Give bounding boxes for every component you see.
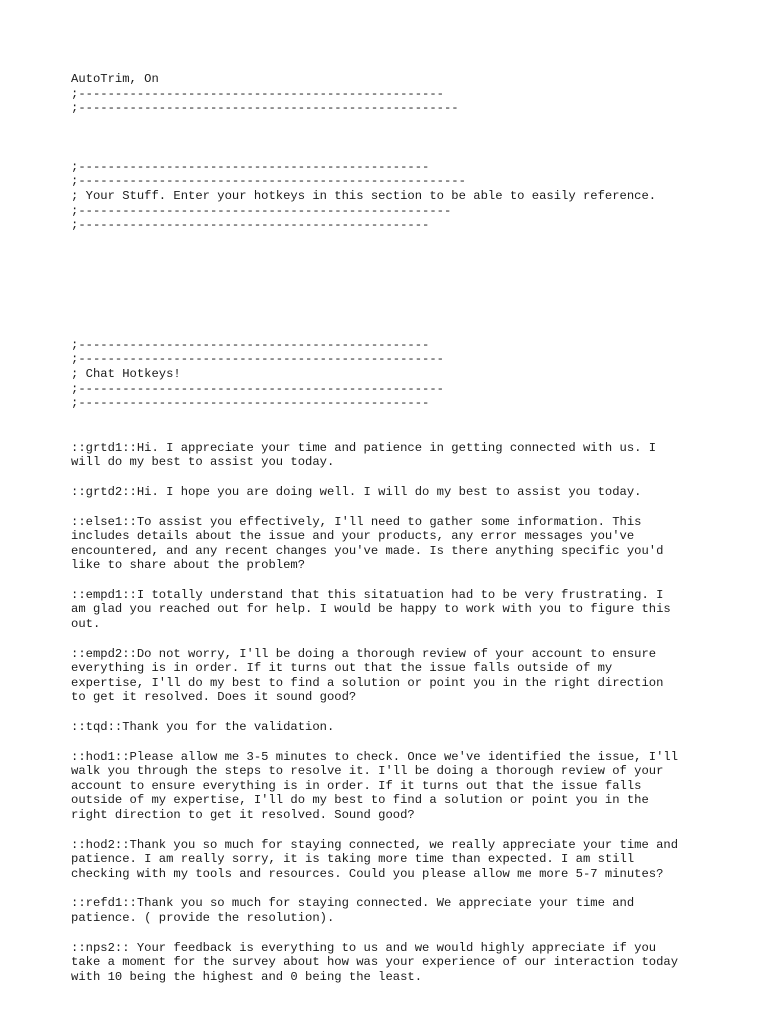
hotstring-grtd1: ::grtd1::Hi. I appreciate your time and patience in getting connected with us. I will do my best to assist you today. — [71, 440, 657, 470]
blank-gap — [71, 233, 711, 338]
hotstring-hod1: ::hod1::Please allow me 3-5 minutes to check. Once we've identified the issue, I'll walk you through the steps to resolve it. I'll be doing a thorough review of your account to ensure everything is in order. If it turns out that the issue falls outside of my expertise, I'll do my best to find a solution or point you in the right direction to get it resolved. Sound good? — [71, 749, 679, 822]
chat-hotkeys-comment: ; Chat Hotkeys! — [71, 366, 181, 381]
separator-line: ;----------------------------------------------------- — [71, 174, 466, 189]
separator-line: ;-------------------------------------------------- — [71, 381, 444, 396]
hotstring-empd2: ::empd2::Do not worry, I'll be doing a thorough review of your account to ensure everything is in order. If it turns out that the issue falls outside of my expertise, I'll do my best to find a solution or point you in the right direction to get it resolved. Does it sound good? — [71, 646, 664, 705]
hotstring-refd1: ::refd1::Thank you so much for staying connected. We appreciate your time and patience. ( provide the resolution). — [71, 896, 635, 925]
hotstring-empd1: ::empd1::I totally understand that this sitatuation had to be very frustrating. I am glad you reached out for help. I would be happy to work with you to figure this out. — [71, 587, 671, 632]
separator-line: ;---------------------------------------------------- — [71, 101, 459, 116]
hotstring-nps2: ::nps2:: Your feedback is everything to us and we would highly appreciate if you take a moment for the survey about how was your experience of our interaction today with 10 being the highest and 0 being the least. — [71, 940, 679, 984]
separator-line: ;-------------------------------------------------- — [71, 352, 444, 367]
blank-gap — [71, 411, 711, 441]
hotstring-grtd2: ::grtd2::Hi. I hope you are doing well. I will do my best to assist you today. — [71, 484, 642, 499]
hotstring-else1: ::else1::To assist you effectively, I'll need to gather some information. This includes details about the issue and your products, any error messages you've encountered, and any recent changes you've made. Is there anything specific you'd like to share about the problem? — [71, 514, 664, 573]
document-page — [71, 72, 711, 984]
separator-line: ;------------------------------------------------ — [71, 218, 430, 233]
autotrim-directive: AutoTrim, On — [71, 72, 159, 86]
hotstring-tqd: ::tqd::Thank you for the validation. — [71, 720, 335, 735]
blank-gap — [71, 116, 711, 160]
separator-line: ;-------------------------------------------------- — [71, 86, 444, 101]
separator-line: ;--------------------------------------------------- — [71, 203, 452, 218]
separator-line: ;------------------------------------------------ — [71, 396, 430, 411]
hotstring-hod2: ::hod2::Thank you so much for staying connected, we really appreciate your time and patience. I am really sorry, it is taking more time than expected. I am still checking with my tools and resources. Could you please allow me more 5-7 minutes? — [71, 837, 679, 881]
your-stuff-comment: ; Your Stuff. Enter your hotkeys in this section to be able to easily reference. — [71, 188, 657, 203]
separator-line: ;------------------------------------------------ — [71, 159, 430, 174]
separator-line: ;------------------------------------------------ — [71, 337, 430, 352]
